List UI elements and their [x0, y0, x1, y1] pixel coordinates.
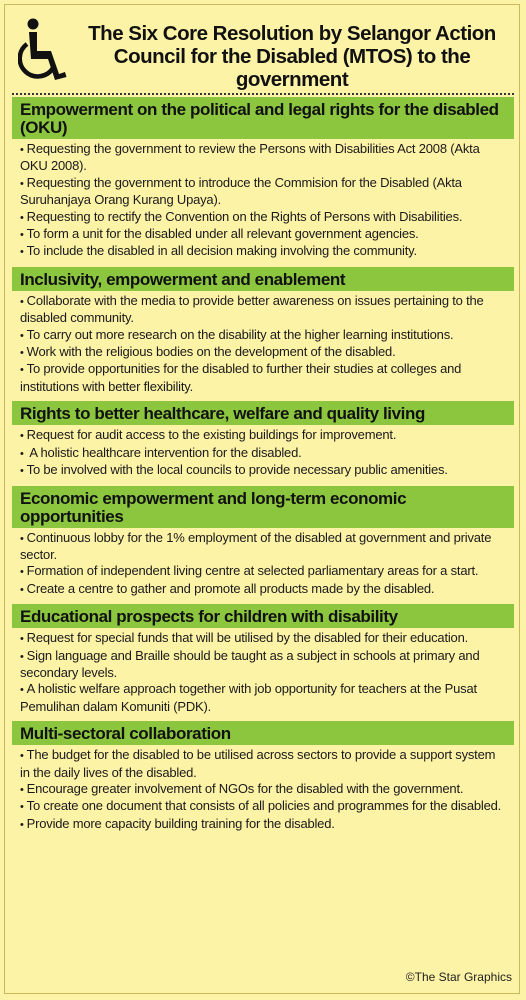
bullet-icon: •	[20, 177, 24, 190]
bullet-icon: •	[20, 229, 24, 242]
bullet-icon: •	[20, 144, 24, 156]
list-item-text: Create a centre to gather and promote all products made by the disabled.	[26, 580, 435, 596]
list-item	[20, 226, 508, 243]
section-heading: Multi-sectoral collaboration	[12, 721, 514, 745]
list-item-text: Encourage greater involvement of NGOs for the disabled with the government.	[26, 780, 464, 796]
list-item	[20, 243, 508, 260]
list-item	[20, 747, 508, 781]
list-item	[20, 141, 508, 175]
list-item-text: Continuous lobby for the 1% employment of the disabled at government and private sector.	[20, 529, 492, 562]
list-item	[20, 327, 508, 344]
list-item	[20, 361, 508, 395]
resolution-section	[12, 97, 514, 267]
list-item	[20, 798, 508, 815]
list-item-text: To include the disabled in all decision making involving the community.	[26, 243, 417, 259]
list-item	[20, 209, 508, 226]
list-item-text: Requesting to rectify the Convention on the Rights of Persons with Disabilities.	[26, 208, 463, 224]
bullet-icon: •	[20, 295, 24, 308]
list-item	[20, 530, 508, 564]
section-heading: Inclusivity, empowerment and enablement	[12, 267, 514, 291]
resolutions-list	[12, 97, 514, 839]
section-body	[12, 425, 514, 485]
resolution-section	[12, 604, 514, 721]
bullet-icon: •	[20, 364, 24, 377]
bullet-icon: •	[20, 447, 24, 460]
bullet-icon: •	[20, 633, 24, 646]
list-item-text: A holistic welfare approach together with job opportunity for teachers at the Pusat Pemulihan dalam Komuniti (PDK).	[20, 681, 477, 714]
section-body	[12, 139, 514, 267]
list-item-text: To carry out more research on the disability at the higher learning institutions.	[26, 326, 454, 342]
list-item	[20, 427, 508, 444]
section-body	[12, 628, 514, 721]
list-item-text: To create one document that consists of all policies and programmes for the disabled.	[26, 798, 502, 814]
bullet-icon: •	[20, 211, 24, 224]
resolution-section	[12, 401, 514, 485]
list-item-text: Requesting the government to review the Persons with Disabilities Act 2008 (Akta OKU 2008).	[20, 141, 480, 174]
list-item-text: Collaborate with the media to provide better awareness on issues pertaining to the disabled community.	[20, 292, 484, 326]
credit-text: ©The Star Graphics	[405, 970, 512, 984]
bullet-icon: •	[20, 818, 24, 831]
list-item-text: To be involved with the local councils to provide necessary public amenities.	[26, 462, 448, 478]
divider	[12, 93, 514, 95]
section-body	[12, 291, 514, 401]
list-item-text: Provide more capacity building training for the disabled.	[26, 815, 335, 831]
bullet-icon: •	[20, 684, 24, 697]
list-item	[20, 344, 508, 361]
list-item-text: To provide opportunities for the disabled to further their studies at colleges and institutions with better flexibility.	[20, 361, 462, 394]
section-body	[12, 745, 514, 839]
list-item-text: Requesting the government to introduce the Commision for the Disabled (Akta Suruhanjaya Orang Kurang Upaya).	[20, 174, 462, 208]
bullet-icon: •	[20, 801, 24, 814]
list-item	[20, 630, 508, 647]
header	[0, 8, 526, 92]
list-item	[20, 293, 508, 327]
bullet-icon: •	[20, 465, 24, 478]
list-item	[20, 445, 508, 462]
resolution-section	[12, 721, 514, 839]
list-item	[20, 175, 508, 209]
section-heading: Educational prospects for children with disability	[12, 604, 514, 628]
section-heading: Rights to better healthcare, welfare and quality living	[12, 401, 514, 425]
list-item	[20, 563, 508, 580]
list-item	[20, 648, 508, 682]
list-item	[20, 581, 508, 598]
list-item	[20, 816, 508, 833]
list-item-text: Request for audit access to the existing buildings for improvement.	[26, 427, 397, 443]
page-title: The Six Core Resolution by Selangor Action Council for the Disabled (MTOS) to the government	[88, 22, 496, 91]
list-item-text: To form a unit for the disabled under all relevant government agencies.	[26, 226, 419, 242]
bullet-icon: •	[20, 329, 24, 342]
bullet-icon: •	[20, 750, 24, 763]
bullet-icon: •	[20, 583, 24, 596]
section-body	[12, 528, 514, 605]
bullet-icon: •	[20, 783, 24, 796]
resolution-section	[12, 267, 514, 401]
resolution-section	[12, 486, 514, 605]
list-item	[20, 462, 508, 479]
bullet-icon: •	[20, 430, 24, 443]
list-item-text: Sign language and Braille should be taught as a subject in schools at primary and secondary levels.	[20, 647, 480, 680]
list-item-text: The budget for the disabled to be utilised across sectors to provide a support system in the daily lives of the disabled.	[20, 747, 496, 780]
list-item	[20, 781, 508, 798]
section-heading: Empowerment on the political and legal rights for the disabled (OKU)	[12, 97, 514, 139]
section-heading: Economic empowerment and long-term economic opportunities	[12, 486, 514, 528]
list-item-text: Formation of independent living centre at selected parliamentary areas for a start.	[26, 563, 479, 579]
bullet-icon: •	[20, 246, 24, 259]
bullet-icon: •	[20, 347, 24, 360]
bullet-icon: •	[20, 532, 24, 545]
list-item-text: Work with the religious bodies on the development of the disabled.	[26, 344, 396, 360]
bullet-icon: •	[20, 566, 24, 579]
list-item-text: Request for special funds that will be utilised by the disabled for their education.	[26, 630, 469, 646]
bullet-icon: •	[20, 650, 24, 663]
list-item-text: A holistic healthcare intervention for the disabled.	[26, 444, 302, 460]
list-item	[20, 681, 508, 715]
